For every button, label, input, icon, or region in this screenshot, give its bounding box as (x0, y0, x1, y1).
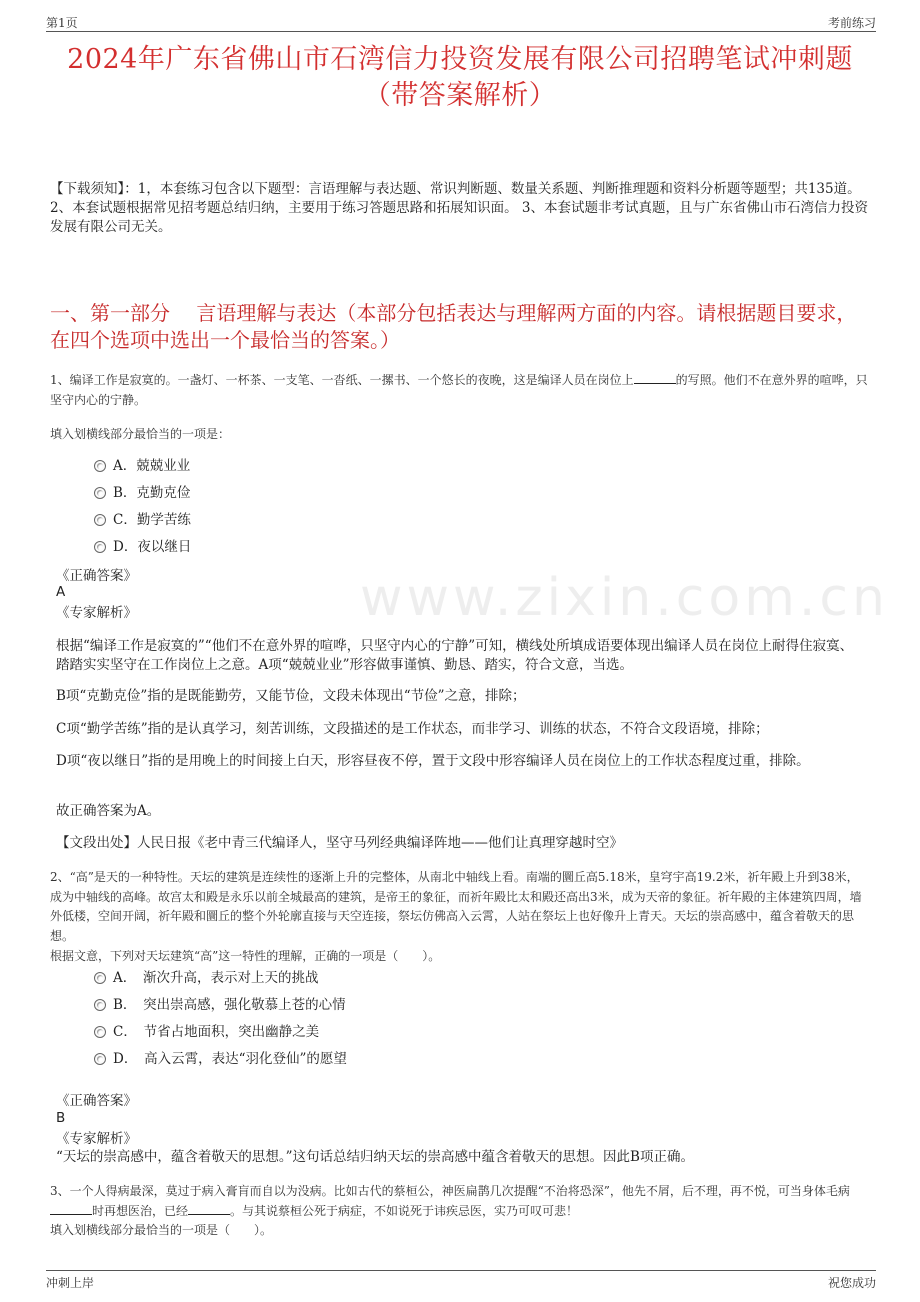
footer-right: 祝您成功 (827, 1276, 876, 1290)
page-header (46, 12, 876, 32)
radio-icon[interactable] (94, 1053, 106, 1065)
question-1-stem: 1、编译工作是寂寞的。一盏灯、一杯茶、一支笔、一沓纸、一摞书、一个悠长的夜晚，这是编译人员在岗位上 的写照。他们不在意外界的喧哗，只坚守内心的宁静。 (50, 373, 868, 407)
download-notice: 【下载须知】：1，本套练习包含以下题型：言语理解与表达题、常识判断题、数量关系题、判断推理题和资料分析题等题型；共135道。 2、本套试题根据常见招考题总结归纳，主要用于练习答题思路和拓展知识面。 3、本套试题非考试真题，且与广东省佛山市石湾信力投资发展有限公司无关。 (50, 181, 868, 235)
q1-option-b[interactable]: B．克勤克俭 (94, 483, 190, 503)
fill-blank (188, 1203, 230, 1215)
question-1-prompt: 填入划横线部分最恰当的一项是： (50, 427, 231, 441)
q1-source: 【文段出处】人民日报《老中青三代编译人，坚守马列经典编译阵地——他们让真理穿越时空》 (56, 835, 623, 851)
section-title: 一、第一部分 言语理解与表达（本部分包括表达与理解两方面的内容。请根据题目要求，在四个选项中选出一个最恰当的答案。） (50, 301, 857, 352)
radio-icon[interactable] (94, 999, 106, 1011)
q2-answer: B (56, 1110, 66, 1126)
page-number: 第1页 (46, 16, 78, 30)
q2-option-c[interactable]: C． 节省占地面积，突出幽静之美 (94, 1022, 319, 1042)
radio-icon[interactable] (94, 460, 106, 472)
header-label: 考前练习 (827, 16, 876, 30)
q1-analysis-1: 根据“编译工作是寂寞的”“他们不在意外界的喧哗，只坚守内心的宁静”可知，横线处所填成语要体现出编译人员在岗位上耐得住寂寞、踏踏实实坚守在工作岗位上之意。A项“兢兢业业”形容做事谨慎、勤恳、踏实，符合文意，当选。 (56, 638, 854, 673)
q1-analysis-5: 故正确答案为A。 (56, 803, 161, 819)
page-footer (46, 1270, 876, 1290)
footer-left: 冲刺上岸 (46, 1276, 95, 1290)
q1-option-a[interactable]: A．兢兢业业 (94, 456, 190, 476)
q2-analysis-label: 《专家解析》 (56, 1131, 137, 1147)
radio-icon[interactable] (94, 1026, 106, 1038)
q1-option-d[interactable]: D．夜以继日 (94, 537, 191, 557)
document-title: 2024年广东省佛山市石湾信力投资发展有限公司招聘笔试冲刺题（带答案解析） (67, 44, 853, 111)
q2-answer-label: 《正确答案》 (56, 1093, 137, 1109)
radio-icon[interactable] (94, 541, 106, 553)
radio-icon[interactable] (94, 487, 106, 499)
q1-answer-label: 《正确答案》 (56, 568, 137, 584)
q1-analysis-2: B项“克勤克俭”指的是既能勤劳，又能节俭，文段未体现出“节俭”之意，排除； (56, 688, 526, 704)
fill-blank (634, 372, 676, 384)
fill-blank (50, 1203, 92, 1215)
q1-option-c[interactable]: C．勤学苦练 (94, 510, 191, 530)
question-3-stem: 3、一个人得病最深，莫过于病入膏肓而自以为没病。比如古代的蔡桓公，神医扁鹊几次提醒“不治将恐深”，他先不屑，后不理，再不悦，可当身体毛病时再想医治，已经 。与其说蔡桓公死于病症，不如说死于讳疾忌医，实乃可叹可悲！ (50, 1184, 850, 1218)
radio-icon[interactable] (94, 514, 106, 526)
question-2-prompt: 根据文意，下列对天坛建筑“高”这一特性的理解，正确的一项是（ ）。 (50, 949, 441, 963)
watermark: www.zixin.com.cn (360, 568, 889, 628)
q2-option-a[interactable]: A． 渐次升高，表示对上天的挑战 (94, 968, 319, 988)
q2-analysis: “天坛的崇高感中，蕴含着敬天的思想。”这句话总结归纳天坛的崇高感中蕴含着敬天的思想。因此B项正确。 (56, 1149, 694, 1165)
q2-option-b[interactable]: B． 突出崇高感，强化敬慕上苍的心情 (94, 995, 346, 1015)
q1-answer: A (56, 584, 66, 600)
q1-analysis-4: D项“夜以继日”指的是用晚上的时间接上白天，形容昼夜不停，置于文段中形容编译人员在岗位上的工作状态程度过重，排除。 (56, 753, 810, 769)
q2-option-d[interactable]: D． 高入云霄，表达“羽化登仙”的愿望 (94, 1049, 347, 1069)
q1-analysis-3: C项“勤学苦练”指的是认真学习，刻苦训练，文段描述的是工作状态，而非学习、训练的状态，不符合文段语境，排除； (56, 721, 769, 737)
radio-icon[interactable] (94, 972, 106, 984)
question-3-prompt: 填入划横线部分最恰当的一项是（ ）。 (50, 1223, 273, 1237)
q1-analysis-label: 《专家解析》 (56, 605, 137, 621)
question-2-stem: 2、“高”是天的一种特性。天坛的建筑是连续性的逐渐上升的完整体，从南北中轴线上看。南端的圜丘高5.18米，皇穹宇高19.2米，祈年殿上升到38米，成为中轴线的高峰。故宫太和殿是永乐以前全城最高的建筑，是帝王的象征，而祈年殿比太和殿还高出3米，成为天帝的象征。祈年殿的主体建筑四周，墙外低楼，空间开阔，祈年殿和圜丘的整个外轮廓直接与天空连接，祭坛仿佛高入云霄，人站在祭坛上也好像升上青天。天坛的崇高感中，蕴含着敬天的思想。 (50, 870, 862, 943)
